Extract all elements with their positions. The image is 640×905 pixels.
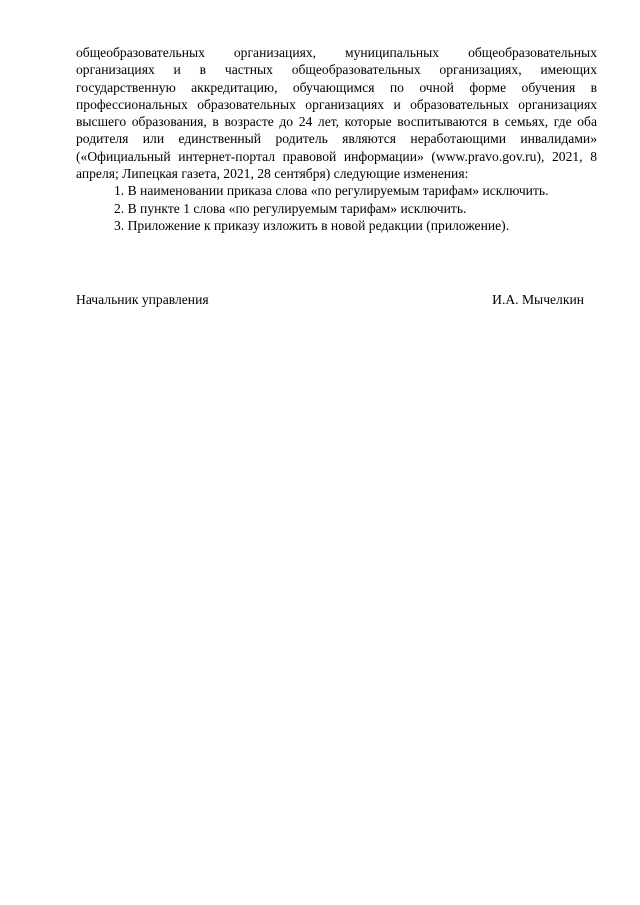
document-body xyxy=(76,44,597,234)
signatory-name: И.А. Мычелкин xyxy=(492,292,584,307)
body-paragraph: общеобразовательных организациях, муниципальных общеобразовательных организациях и в частных общеобразовательных организациях, имеющих государственную аккредитацию, обучающимся по очной форме обучения в профессиональных образовательных организациях и образовательных организациях высшего образования, в возрасте до 24 лет, которые воспитываются в семьях, где оба родителя или единственный родитель являются неработающими инвалидами» («Официальный интернет-портал правовой информации» (www.pravo.gov.ru), 2021, 8 апреля; Липецкая газета, 2021, 28 сентября) следующие изменения: xyxy=(76,45,597,182)
list-item-3: 3. Приложение к приказу изложить в новой редакции (приложение). xyxy=(114,217,510,233)
signatory-position: Начальник управления xyxy=(76,292,209,307)
list-item-2: 2. В пункте 1 слова «по регулируемым тарифам» исключить. xyxy=(114,200,467,216)
list-item-1: 1. В наименовании приказа слова «по регулируемым тарифам» исключить. xyxy=(114,183,549,199)
signature-block xyxy=(76,291,584,308)
